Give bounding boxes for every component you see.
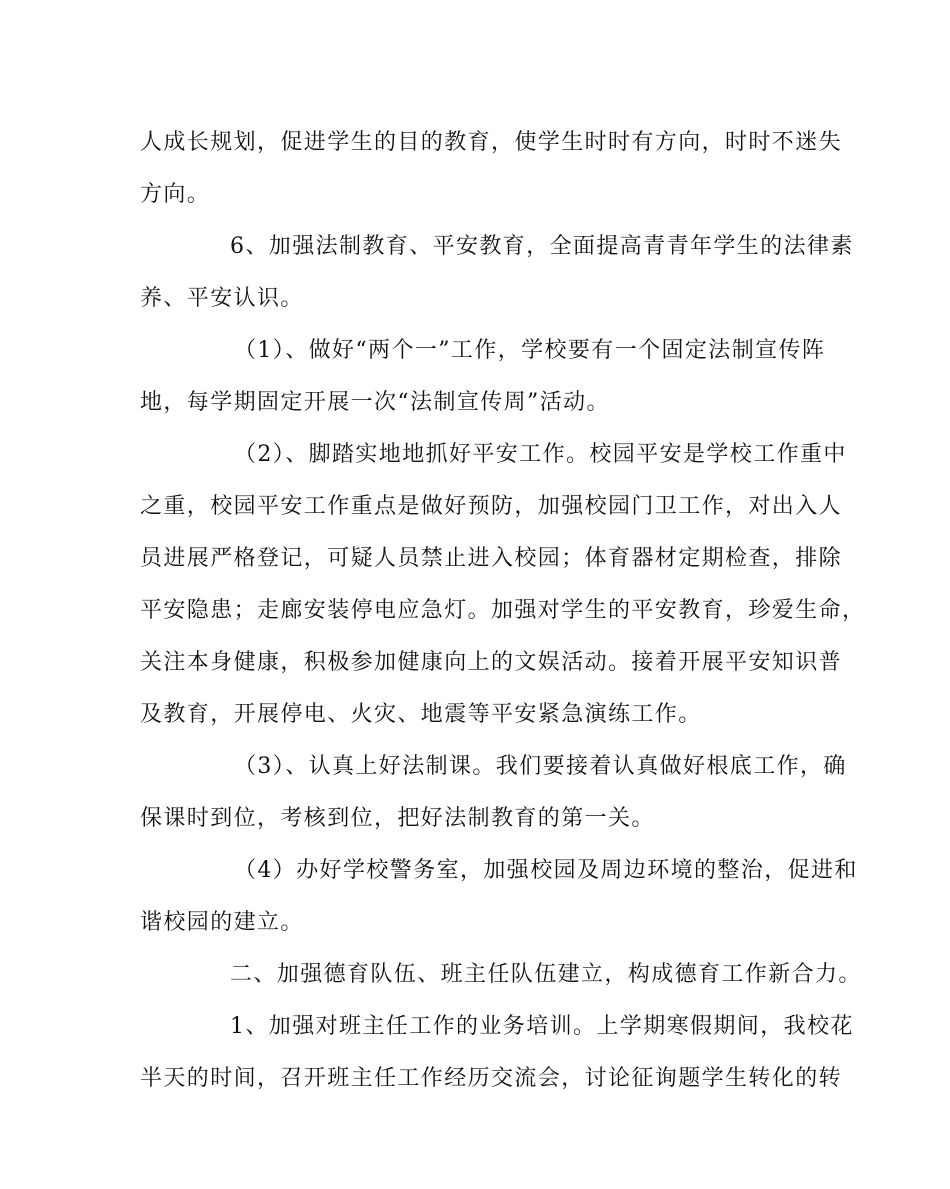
- text-line-18: 1、加强对班主任工作的业务培训。上学期寒假期间，我校花: [230, 1014, 854, 1039]
- text-line-12: 及教育，开展停电、火灾、地震等平安紧急演练工作。: [140, 702, 702, 727]
- text-line-3: 6、加强法制教育、平安教育，全面提高青青年学生的法律素: [230, 234, 854, 259]
- text-line-15: （4）办好学校警务室，加强校园及周边环境的整治，促进和: [234, 858, 858, 883]
- text-line-4: 养、平安认识。: [140, 286, 304, 311]
- text-line-14: 保课时到位，考核到位，把好法制教育的第一关。: [140, 806, 655, 831]
- text-line-13: （3）、认真上好法制课。我们要接着认真做好根底工作，确: [234, 754, 847, 779]
- text-line-16: 谐校园的建立。: [140, 910, 304, 935]
- text-line-5: （1）、做好“两个一”工作，学校要有一个固定法制宣传阵: [234, 338, 826, 363]
- text-line-9: 员进展严格登记，可疑人员禁止进入校园；体育器材定期检查，排除: [140, 546, 843, 571]
- text-line-2: 方向。: [140, 182, 211, 207]
- text-line-6: 地，每学期固定开展一次“法制宣传周”活动。: [140, 390, 610, 415]
- text-line-7: （2）、脚踏实地地抓好平安工作。校园平安是学校工作重中: [234, 442, 847, 467]
- text-line-19: 半天的时间，召开班主任工作经历交流会，讨论征询题学生转化的转: [140, 1066, 843, 1091]
- text-line-8: 之重，校园平安工作重点是做好预防，加强校园门卫工作，对出入人: [140, 494, 843, 519]
- text-line-17: 二、加强德育队伍、班主任队伍建立，构成德育工作新合力。: [230, 962, 862, 987]
- text-line-11: 关注本身健康，积极参加健康向上的文娱活动。接着开展平安知识普: [140, 650, 843, 675]
- text-line-10: 平安隐患；走廊安装停电应急灯。加强对学生的平安教育，珍爱生命，: [140, 598, 866, 623]
- text-line-1: 人成长规划，促进学生的目的教育，使学生时时有方向，时时不迷失: [140, 130, 843, 155]
